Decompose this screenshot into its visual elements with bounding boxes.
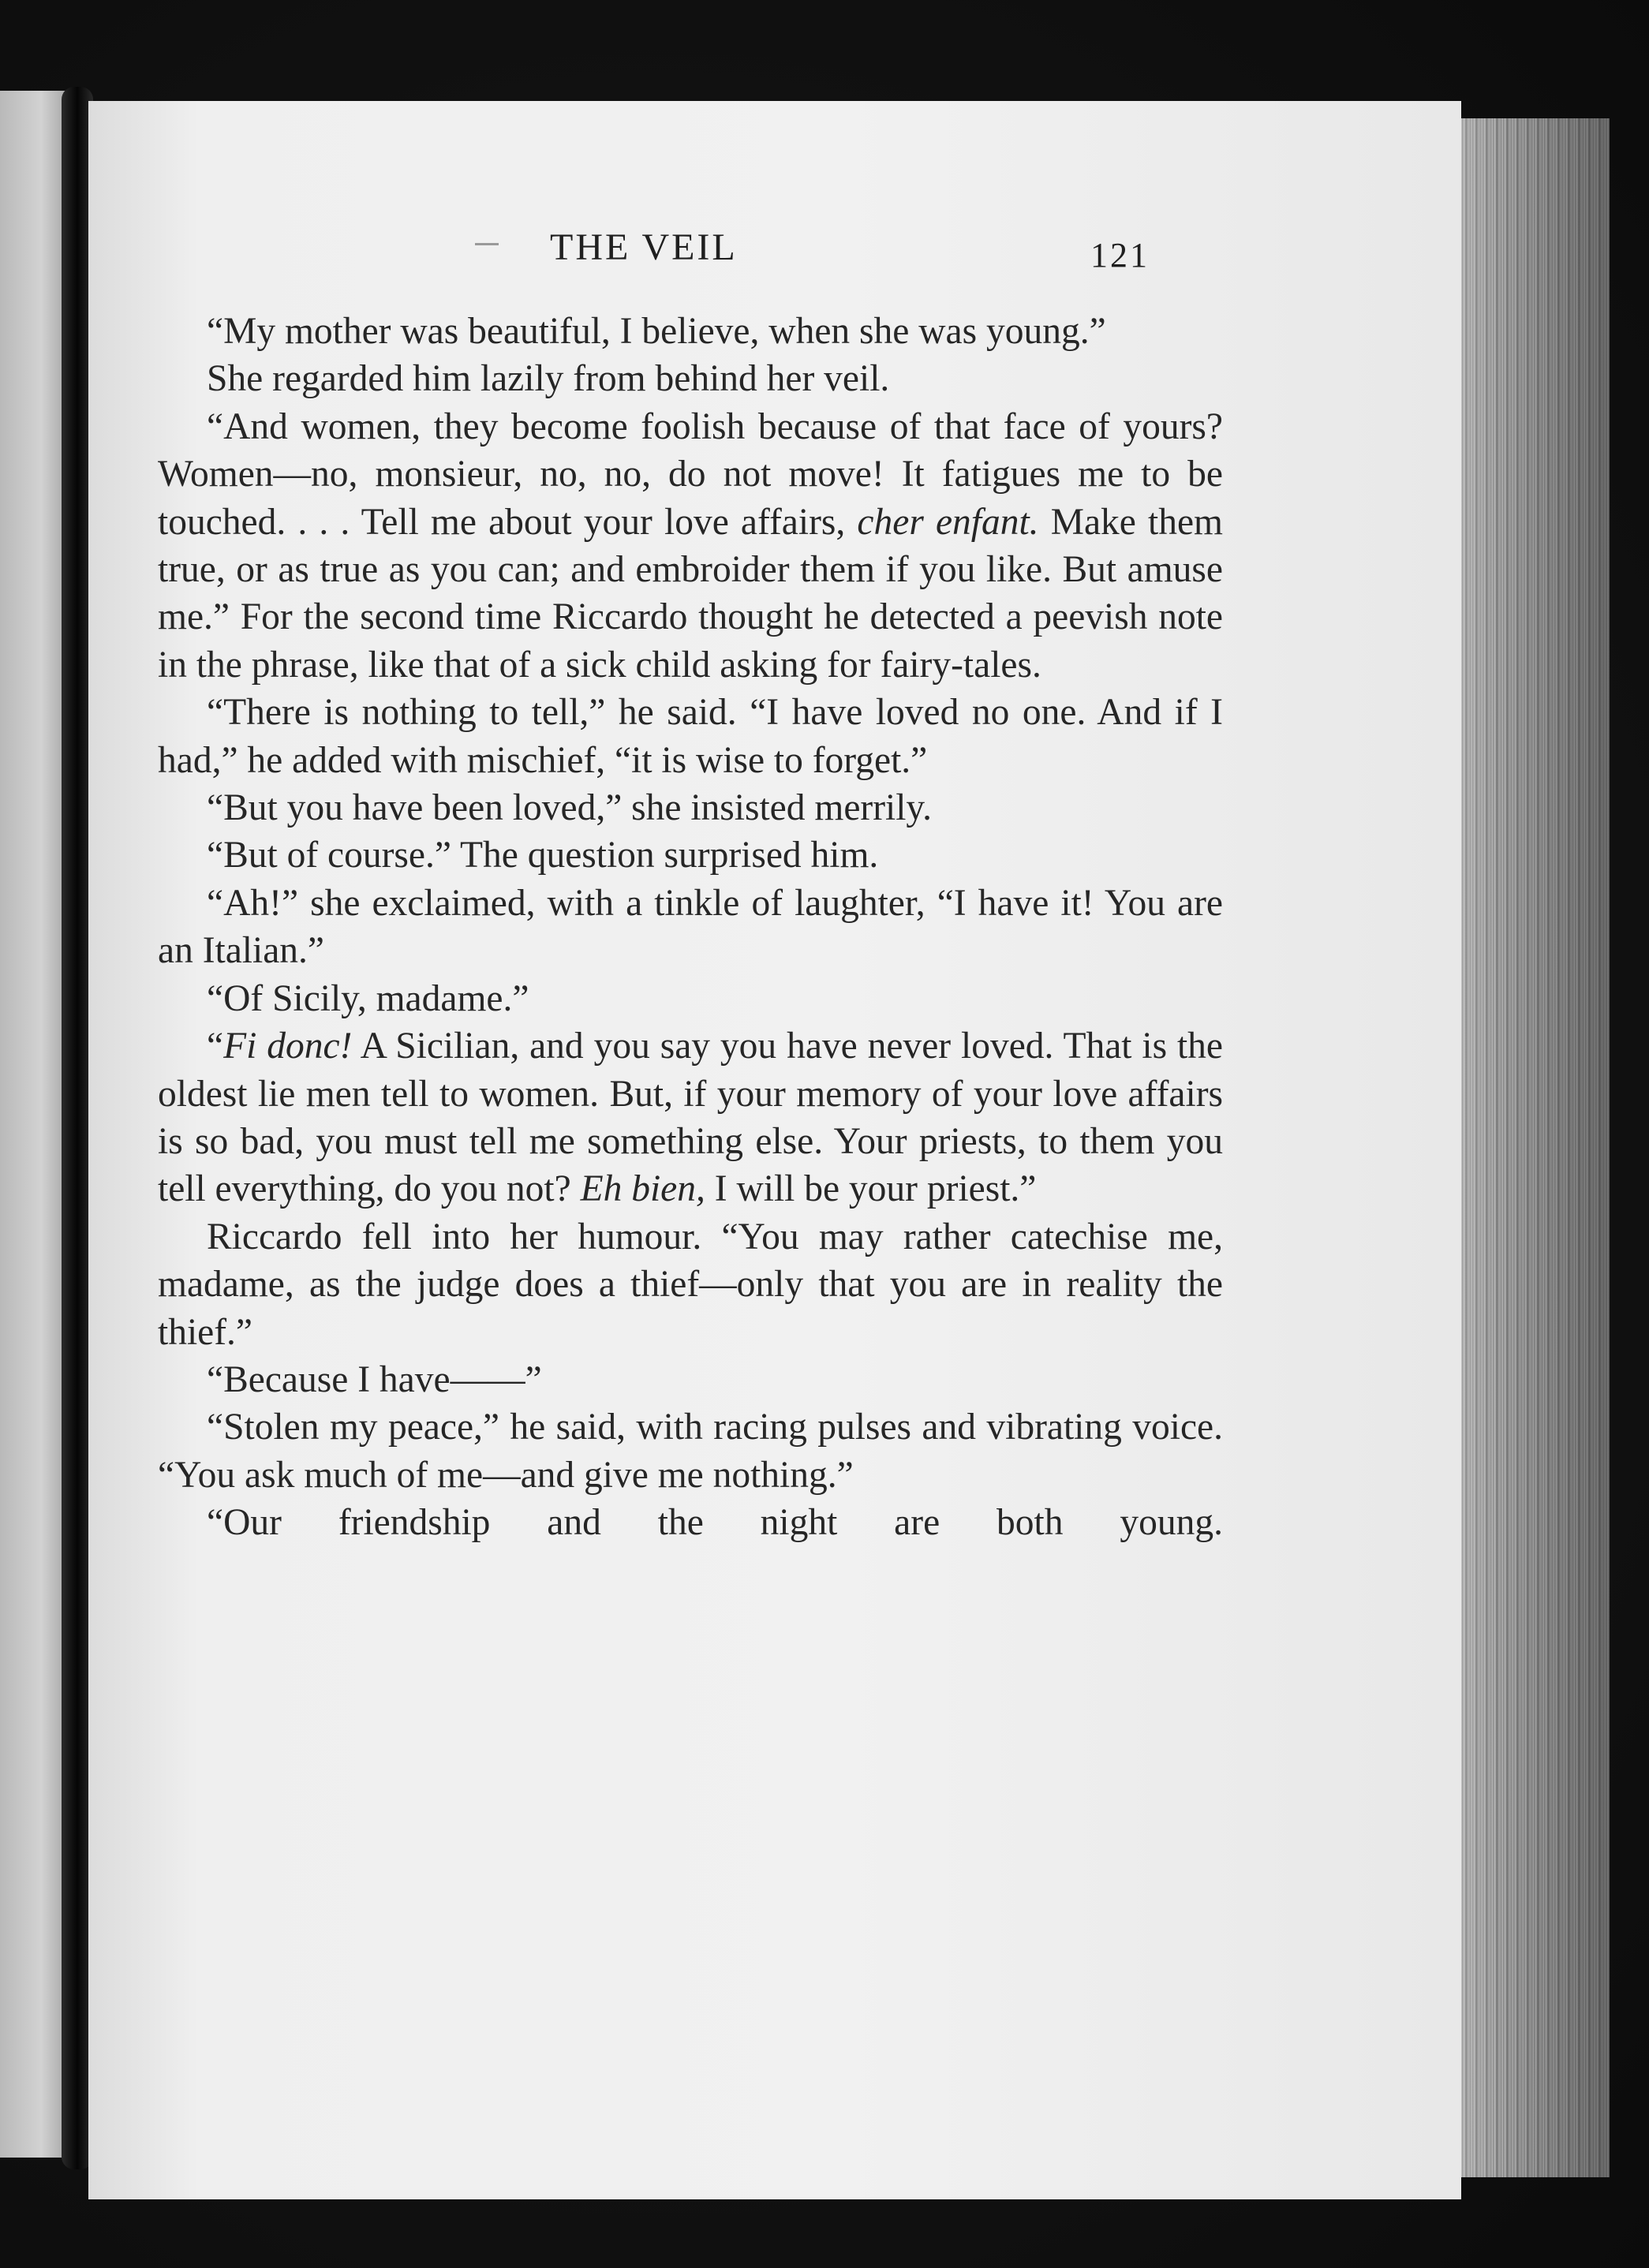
text-run: She regarded him lazily from behind her veil. xyxy=(207,358,890,400)
text-run: Riccardo fell into her humour. “You may rather catechise me, madame, as the judge does a thief—only that you are in reality the thief.” xyxy=(158,1216,1223,1353)
text-run: Make them true, or as true as you can; and embroider them if you like. But amuse me.” For the second time Riccardo thought he detected a peevish note in the phrase, like that of a sick child asking for fairy-tales. xyxy=(158,501,1223,686)
text-run: I will be your priest.” xyxy=(705,1168,1037,1210)
text-run: “Of Sicily, madame.” xyxy=(207,977,529,1019)
paragraph xyxy=(158,355,1223,402)
text-run: “Our friendship and the night are both young. xyxy=(207,1502,1223,1544)
paragraph xyxy=(158,975,1223,1022)
paragraph xyxy=(158,784,1223,831)
text-run: “ xyxy=(207,1026,224,1067)
text-run: “Stolen my peace,” he said, with racing pulses and vibrating voice. “You ask much of me—and give me nothing.” xyxy=(158,1407,1223,1496)
text-run: “My mother was beautiful, I believe, when she was young.” xyxy=(207,311,1106,352)
paragraph xyxy=(158,880,1223,975)
running-title: THE VEIL xyxy=(550,226,738,268)
text-run: A Sicilian, and you say you have never loved. That is the oldest lie men tell to women. But, if your memory of your love affairs is so bad, you must tell me something else. Your priests, to them you tell everything, do you not? xyxy=(158,1026,1223,1210)
body-text xyxy=(158,308,1223,1547)
book-page xyxy=(88,101,1461,2199)
italic-phrase: Eh bien, xyxy=(580,1168,705,1210)
paragraph xyxy=(158,1499,1223,1546)
text-run: “And women, they become foolish because of that face of yours? Women—no, monsieur, no, no, do not move! It fatigues me to be touched. . . . Tell me about your love affairs, xyxy=(158,405,1223,543)
printer-mark xyxy=(475,243,499,245)
text-run: “Ah!” she exclaimed, with a tinkle of laughter, “I have it! You are an Italian.” xyxy=(158,882,1223,972)
fore-edge-shading xyxy=(1452,118,1610,2177)
paragraph xyxy=(158,689,1223,784)
page-number: 121 xyxy=(1090,236,1150,275)
paragraph xyxy=(158,308,1223,355)
paragraph xyxy=(158,403,1223,689)
paragraph xyxy=(158,1213,1223,1356)
paragraph xyxy=(158,1022,1223,1213)
text-run: “There is nothing to tell,” he said. “I have loved no one. And if I had,” he added with mischief, “it is wise to forget.” xyxy=(158,692,1223,781)
text-run: “But you have been loved,” she insisted merrily. xyxy=(207,787,932,829)
paragraph xyxy=(158,1403,1223,1499)
text-run: “But of course.” The question surprised him. xyxy=(207,835,879,876)
paragraph xyxy=(158,1356,1223,1403)
italic-phrase: cher enfant. xyxy=(857,501,1039,543)
paragraph xyxy=(158,831,1223,879)
text-run: “Because I have——” xyxy=(207,1358,542,1400)
italic-phrase: Fi donc! xyxy=(223,1026,353,1067)
running-head xyxy=(88,226,1461,289)
